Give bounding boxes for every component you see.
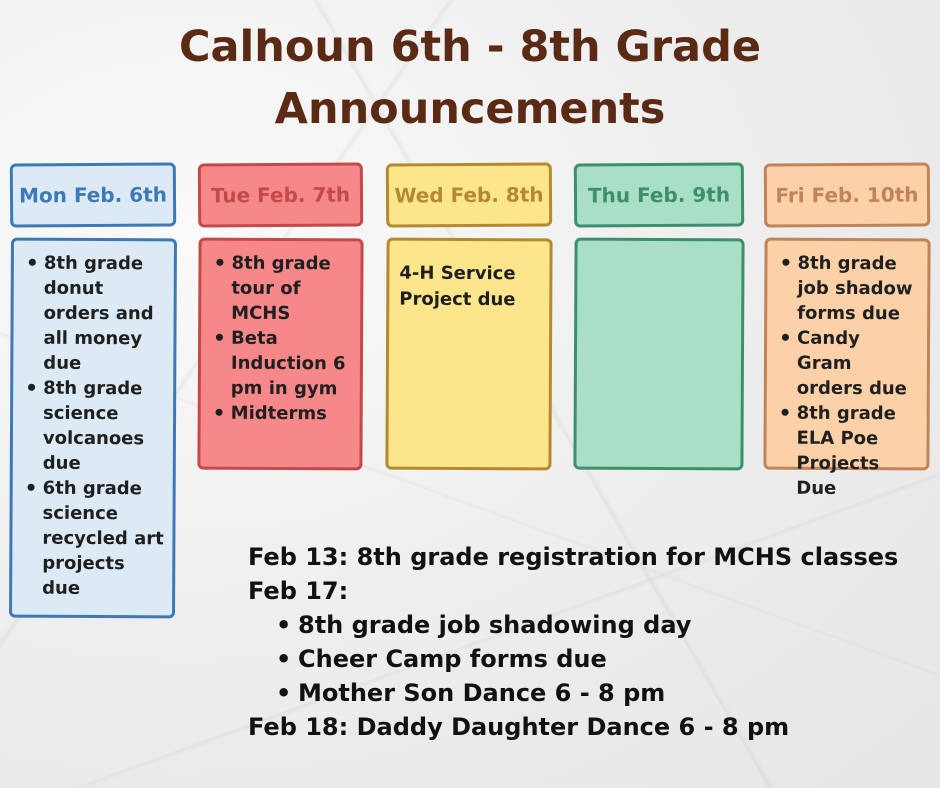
wed-text: 4-H Service Project due — [399, 262, 516, 311]
day-box-thu — [573, 238, 744, 471]
day-header-tue: Tue Feb. 7th — [198, 162, 363, 227]
list-item: • Candy Gram orders due — [775, 326, 919, 402]
list-item: • Cheer Camp forms due — [276, 642, 898, 676]
day-box-fri — [763, 238, 930, 499]
list-item: • 6th grade science recycled art projects due — [20, 476, 165, 602]
list-item: • 8th grade job shadow forms due — [775, 251, 919, 327]
day-box-wed — [385, 238, 552, 471]
day-box-mon — [9, 238, 177, 619]
event-feb17: Feb 17: — [248, 577, 349, 605]
day-header-mon: Mon Feb. 6th — [10, 162, 176, 227]
day-box-tue — [197, 238, 363, 471]
list-item: • 8th grade ELA Poe Projects Due — [774, 401, 919, 502]
day-header-thu: Thu Feb. 9th — [574, 162, 744, 227]
feb17-list — [248, 608, 898, 710]
list-item: • Beta Induction 6 pm in gym — [209, 326, 352, 402]
list-item: • 8th grade donut orders and all money due — [21, 251, 166, 377]
fri-list — [774, 251, 919, 502]
list-item: • 8th grade science volcanoes due — [21, 376, 166, 477]
list-item: • 8th grade job shadowing day — [276, 608, 898, 642]
tue-list — [209, 251, 353, 427]
upcoming-events — [248, 540, 898, 744]
event-feb13: Feb 13: 8th grade registration for MCHS classes — [248, 543, 899, 571]
list-item: • 8th grade tour of MCHS — [209, 251, 352, 327]
event-feb18: Feb 18: Daddy Daughter Dance 6 - 8 pm — [248, 713, 790, 741]
day-header-wed: Wed Feb. 8th — [386, 162, 552, 227]
day-header-fri: Fri Feb. 10th — [764, 162, 930, 227]
list-item: • Midterms — [209, 401, 352, 427]
list-item: • Mother Son Dance 6 - 8 pm — [276, 676, 898, 710]
page-title-line-2: Announcements — [274, 84, 666, 134]
page-title-line-1: Calhoun 6th - 8th Grade — [178, 22, 762, 72]
mon-list — [20, 251, 166, 602]
